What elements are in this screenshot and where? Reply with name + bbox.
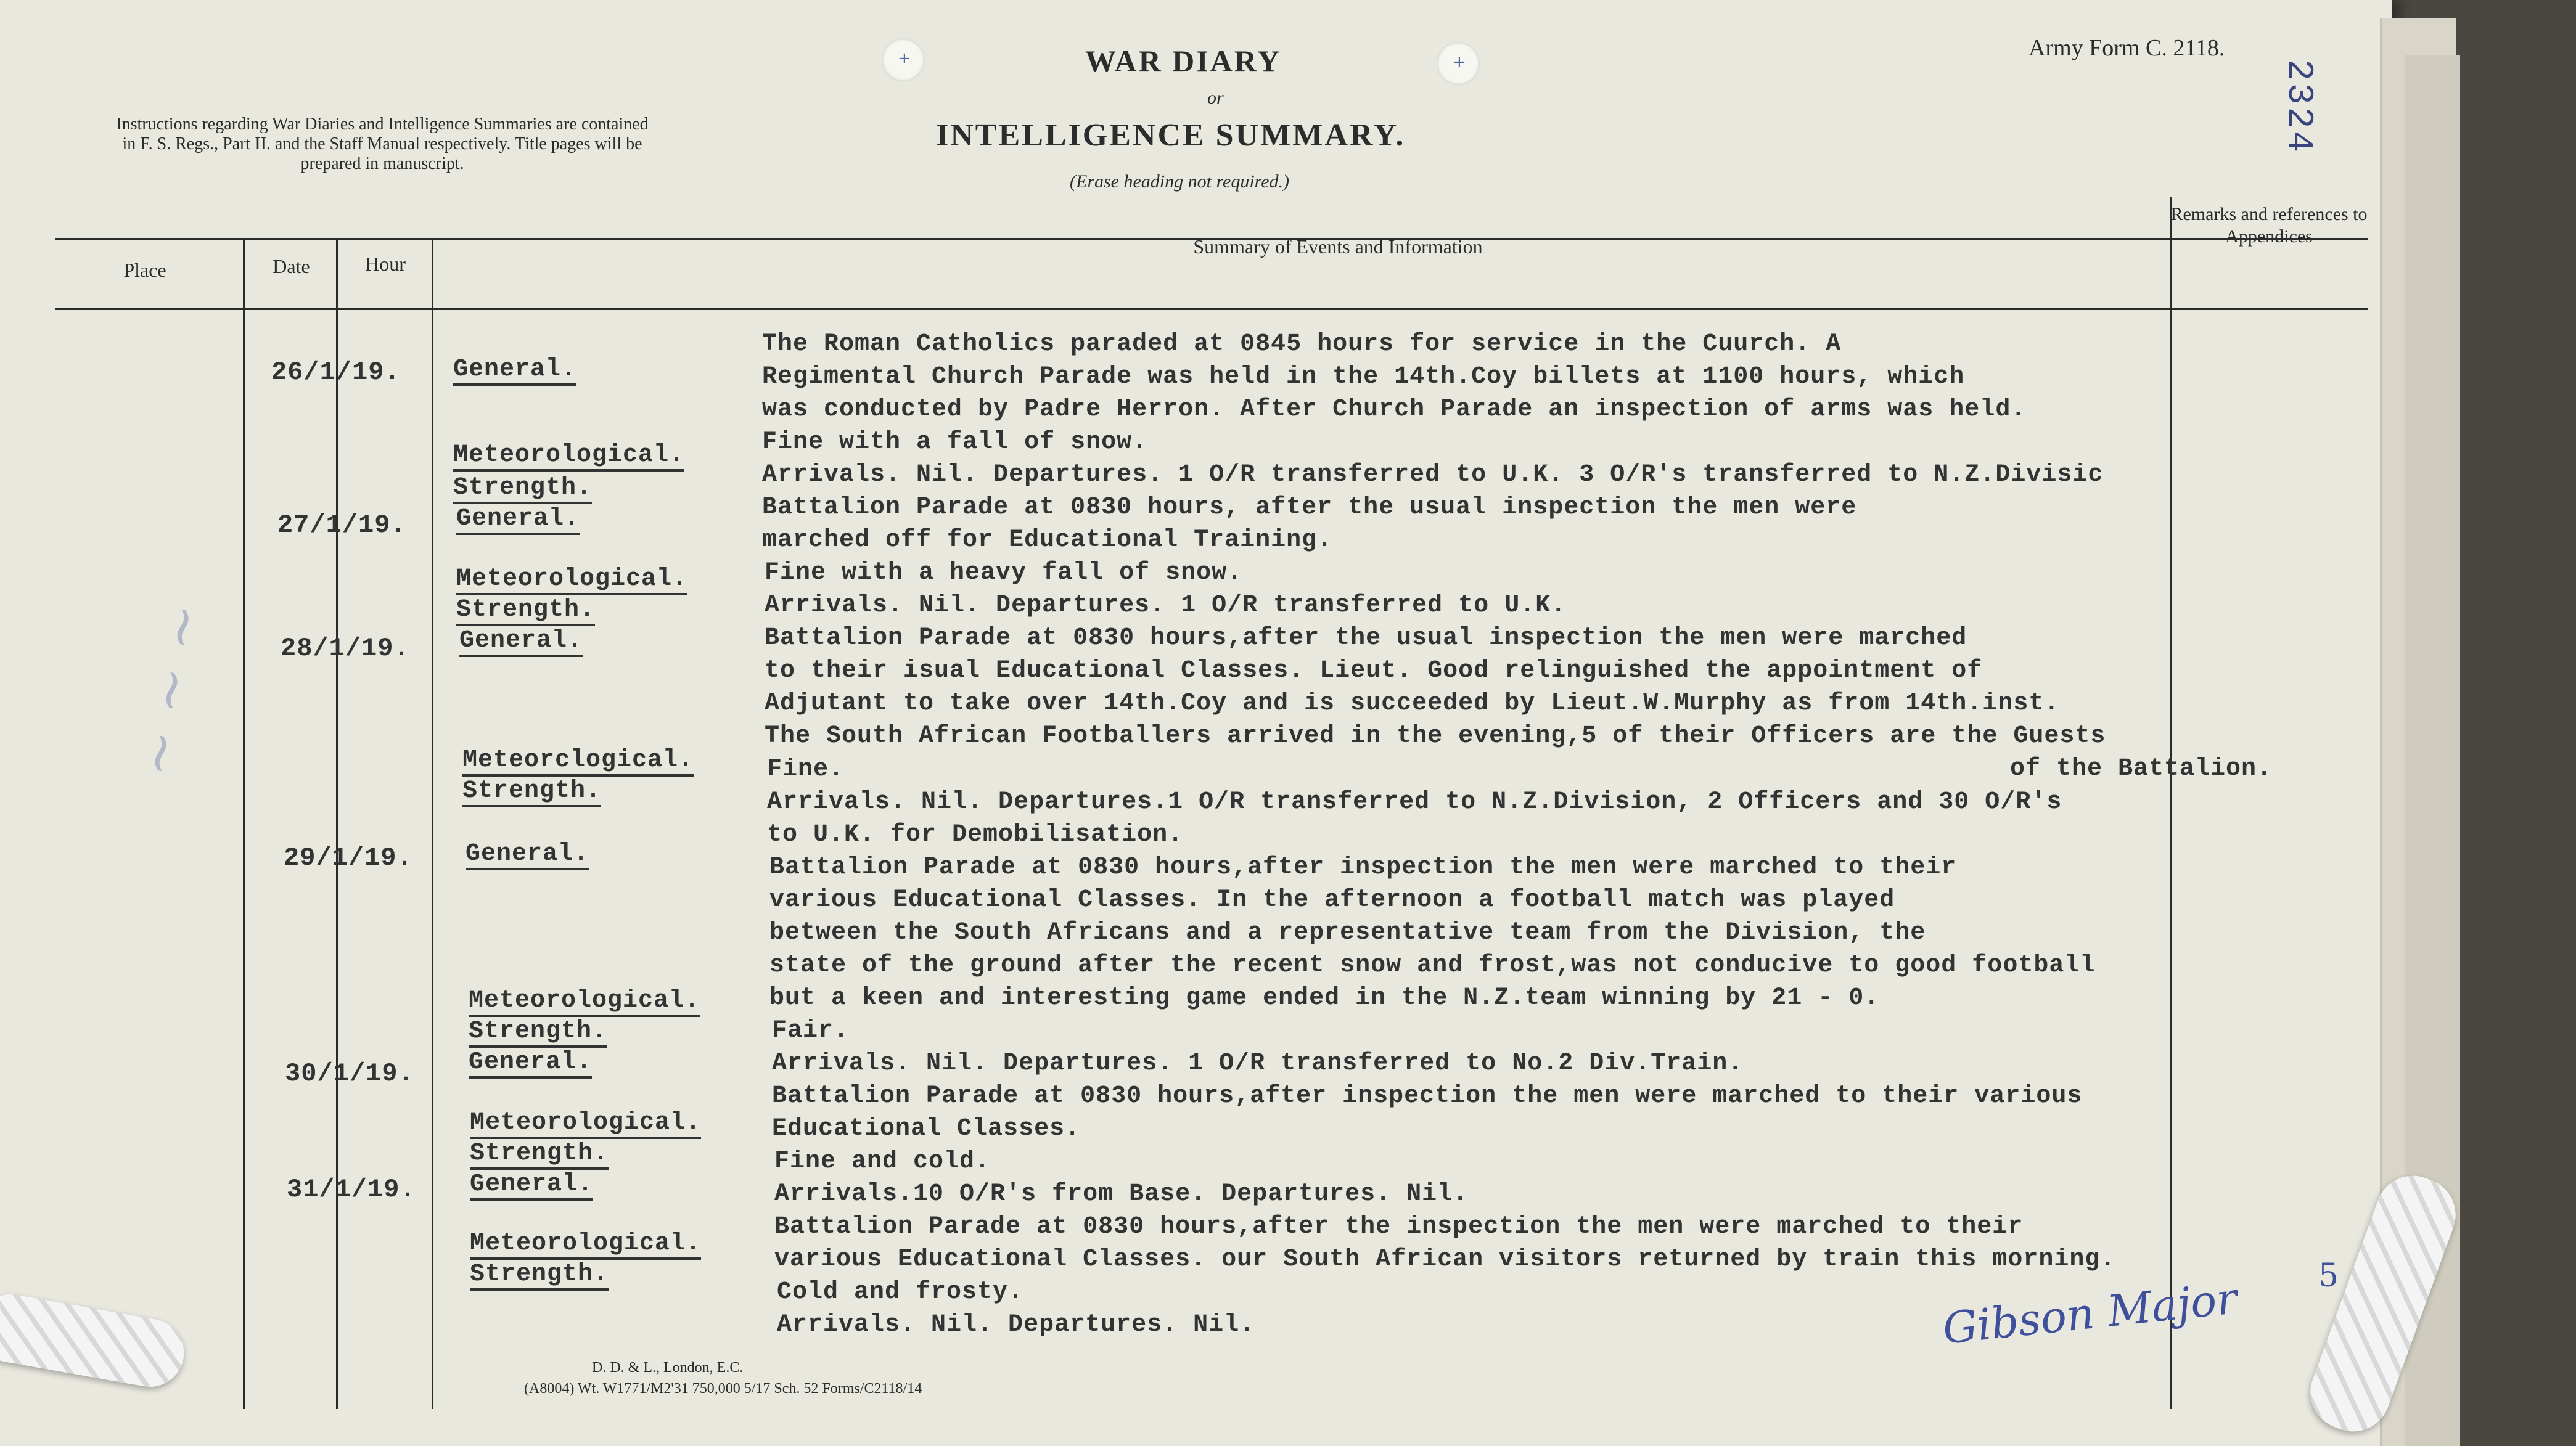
diary-line: Battalion Parade at 0830 hours,after the inspection the men were marched to their	[774, 1213, 2024, 1241]
diary-line: Regimental Church Parade was held in the 14th.Coy billets at 1100 hours, which	[762, 363, 1965, 391]
header-bottom-rule	[55, 308, 2368, 310]
diary-line: Fine with a fall of snow.	[762, 428, 1148, 456]
category-label: General.	[469, 1049, 592, 1079]
diary-line: Cold and frosty.	[777, 1278, 1024, 1306]
diary-line: Fine.	[767, 756, 845, 783]
entry-date: 30/1/19.	[285, 1059, 414, 1089]
column-rule-remarks	[2170, 197, 2172, 1409]
army-form-label: Army Form C. 2118.	[2028, 35, 2225, 61]
pencil-annotation: ~ ~ ~	[123, 598, 218, 782]
diary-line: Fair.	[772, 1017, 850, 1045]
erase-note: (Erase heading not required.)	[1070, 171, 1290, 192]
col-header-hour: Hour	[365, 253, 406, 275]
diary-line: Fine with a heavy fall of snow.	[765, 559, 1243, 587]
category-label: Meteorological.	[456, 566, 687, 595]
diary-line: Battalion Parade at 0830 hours, after the usual inspection the men were	[762, 494, 1857, 521]
category-label: Strength.	[470, 1261, 609, 1291]
col-header-summary: Summary of Events and Information	[1193, 235, 1483, 258]
category-label: Meteorological.	[453, 442, 684, 472]
category-label: Meteorological.	[470, 1230, 701, 1260]
diary-line: Adjutant to take over 14th.Coy and is succeeded by Lieut.W.Murphy as from 14th.inst.	[765, 690, 2060, 717]
category-label: General.	[466, 841, 589, 870]
column-rule-date	[336, 238, 338, 1409]
punch-hole: +	[882, 38, 925, 81]
category-label: Meteorological.	[470, 1109, 701, 1139]
diary-line: Arrivals. Nil. Departures. 1 O/R transferred to No.2 Div.Train.	[772, 1050, 1744, 1077]
category-label: General.	[453, 356, 576, 386]
signature: Gibson Major	[1940, 1273, 2240, 1354]
diary-line: but a keen and interesting game ended in the N.Z.team winning by 21 - 0.	[769, 984, 1880, 1012]
category-label: Meteorclogical.	[462, 747, 694, 777]
printer-line: D. D. & L., London, E.C.	[592, 1360, 744, 1376]
category-label: Strength.	[462, 778, 601, 807]
category-label: Strength.	[456, 597, 595, 626]
entry-date: 28/1/19.	[281, 634, 410, 663]
column-rule-hour	[432, 238, 433, 1409]
diary-line: The Roman Catholics paraded at 0845 hours for service in the Cuurch. A	[762, 330, 1842, 358]
category-label: Strength.	[469, 1018, 607, 1048]
category-label: General.	[456, 505, 580, 535]
print-code-line: (A8004) Wt. W1771/M2'31 750,000 5/17 Sch. 52 Forms/C2118/14	[524, 1381, 922, 1397]
column-rule-place	[243, 238, 245, 1409]
stamp-number: 2324	[2278, 59, 2318, 155]
diary-line: between the South Africans and a representative team from the Division, the	[769, 919, 1926, 947]
entry-date: 26/1/19.	[271, 357, 401, 387]
punch-hole: +	[1437, 42, 1480, 85]
diary-line: Arrivals. Nil. Departures. Nil.	[777, 1311, 1255, 1339]
category-label: Meteorological.	[469, 987, 700, 1017]
diary-line: to U.K. for Demobilisation.	[767, 821, 1184, 849]
category-label: Strength.	[453, 475, 592, 504]
diary-line: Fine and cold.	[774, 1148, 991, 1175]
category-label: General.	[470, 1171, 593, 1201]
diary-line: was conducted by Padre Herron. After Church Parade an inspection of arms was held.	[762, 396, 2027, 423]
entry-date: 31/1/19.	[287, 1175, 416, 1204]
col-header-place: Place	[123, 259, 166, 281]
diary-line: Arrivals. Nil. Departures. 1 O/R transferred to U.K. 3 O/R's transferred to N.Z.Divisic	[762, 461, 2104, 489]
diary-line: marched off for Educational Training.	[762, 526, 1333, 554]
diary-line: of the Battalion.	[2010, 755, 2273, 783]
diary-line: Arrivals.10 O/R's from Base. Departures. Nil.	[774, 1180, 1469, 1208]
category-label: Strength.	[470, 1140, 609, 1170]
diary-line: Educational Classes.	[772, 1115, 1081, 1143]
entry-date: 27/1/19.	[277, 510, 407, 540]
page-number: 5	[2318, 1257, 2339, 1294]
diary-line: Arrivals. Nil. Departures. 1 O/R transferred to U.K.	[765, 592, 1567, 619]
diary-line: Arrivals. Nil. Departures.1 O/R transferred to N.Z.Division, 2 Officers and 30 O/R's	[767, 788, 2062, 816]
diary-line: Battalion Parade at 0830 hours,after inspection the men were marched to their	[769, 854, 1957, 881]
diary-line: state of the ground after the recent snow and frost,was not conducive to good football	[769, 952, 2096, 979]
col-header-date: Date	[273, 255, 310, 277]
diary-line: Battalion Parade at 0830 hours,after inspection the men were marched to their various	[772, 1082, 2083, 1110]
col-header-remarks: Remarks and references to Appendices	[2170, 204, 2368, 247]
instructions-text: Instructions regarding War Diaries and Intelligence Summaries are contained in F. S. Regs., Part II. and the Staff Manual respectively. Title pages will be prepared in manuscript.	[116, 115, 649, 173]
category-label: General.	[459, 627, 583, 657]
diary-line: Battalion Parade at 0830 hours,after the usual inspection the men were marched	[765, 624, 1967, 652]
title-or: or	[1207, 88, 1224, 108]
diary-line: various Educational Classes. In the afternoon a football match was played	[769, 886, 1895, 914]
diary-line: to their isual Educational Classes. Lieut. Good relinguished the appointment of	[765, 657, 1983, 685]
diary-line: various Educational Classes. our South African visitors returned by train this morning.	[774, 1246, 2116, 1273]
diary-line: The South African Footballers arrived in the evening,5 of their Officers are the Guests	[765, 722, 2106, 750]
title-war-diary: WAR DIARY	[1085, 44, 1282, 78]
entry-date: 29/1/19.	[284, 843, 413, 873]
title-intelligence-summary: INTELLIGENCE SUMMARY.	[936, 118, 1406, 153]
